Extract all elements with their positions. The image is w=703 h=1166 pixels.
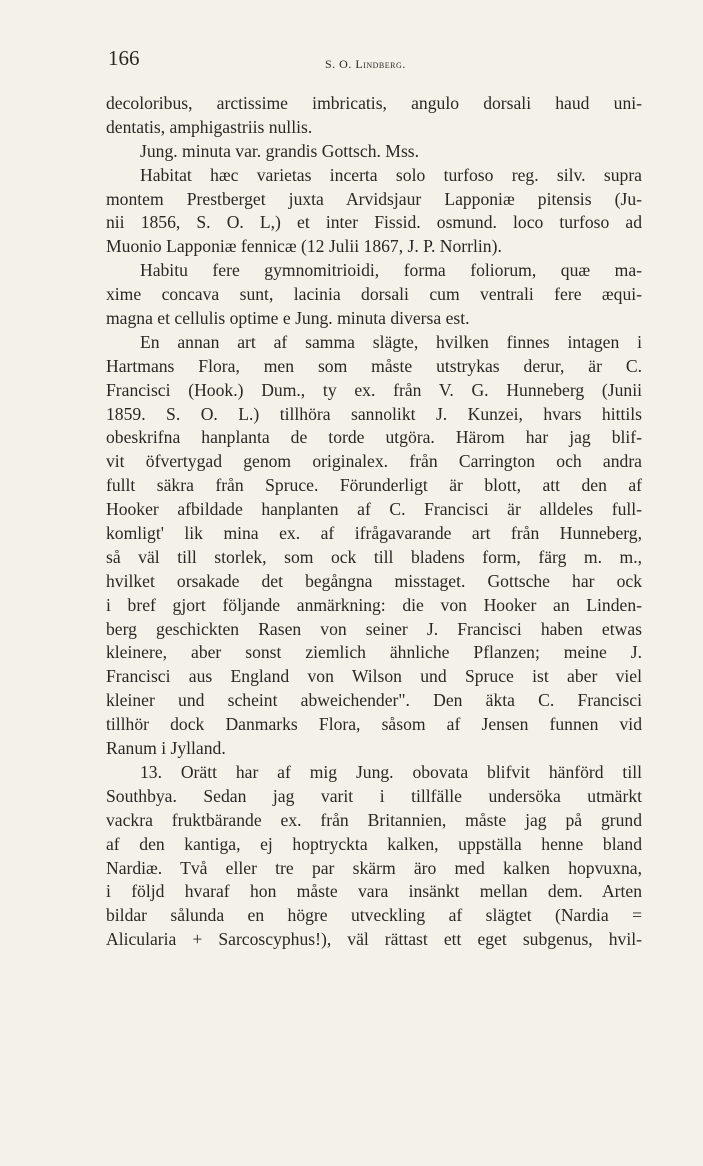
text-line: fullt säkra från Spruce. Förunderligt är blott, att den af [106,475,642,496]
text-line: af den kantiga, ej hoptryckta kalken, uppställa henne bland [106,833,642,854]
text-line: Southbya. Sedan jag varit i tillfälle undersöka utmärkt [106,785,642,806]
text-line: xime concava sunt, lacinia dorsali cum ventrali fere æqui- [106,284,642,305]
body-text [106,92,642,952]
text-line: Nardiæ. Två eller tre par skärm äro med kalken hopvuxna, [106,857,642,878]
text-line: kleiner und scheint abweichender". Den äkta C. Francisci [106,690,642,711]
text-line: hvilket orsakade det begångna misstaget. Gottsche har ock [106,570,642,591]
text-line: vit öfvertygad genom originalex. från Carrington och andra [106,451,642,472]
text-line: berg geschickten Rasen von seiner J. Francisci haben etwas [106,618,642,639]
text-line: Alicularia + Sarcoscyphus!), väl rättast ett eget subgenus, hvil- [106,929,642,950]
text-line: bildar sålunda en högre utveckling af slägtet (Nardia = [106,905,642,926]
text-line: vackra fruktbärande ex. från Britannien, måste jag på grund [106,809,642,830]
text-line: Jung. minuta var. grandis Gottsch. Mss. [140,140,420,161]
text-line: Hooker afbildade hanplanten af C. Francisci är alldeles full- [106,499,642,520]
running-head: S. O. Lindberg. [325,57,406,71]
page-number: 166 [108,46,140,70]
text-line: Francisci (Hook.) Dum., ty ex. från V. G. Hunneberg (Junii [106,379,642,400]
text-line: Ranum i Jylland. [106,738,226,759]
text-line: i bref gjort följande anmärkning: die von Hooker an Linden- [106,594,642,615]
text-line: så väl till storlek, som ock till bladens form, färg m. m., [106,546,642,567]
text-line: Muonio Lapponiæ fennicæ (12 Julii 1867, J. P. Norrlin). [106,236,502,257]
text-line: Francisci aus England von Wilson und Spruce ist aber viel [106,666,642,687]
text-line: montem Prestberget juxta Arvidsjaur Lapponiæ pitensis (Ju- [106,188,642,209]
text-line: Habitu fere gymnomitrioidi, forma foliorum, quæ ma- [140,260,642,281]
text-line: dentatis, amphigastriis nullis. [106,116,313,137]
text-line: decoloribus, arctissime imbricatis, angulo dorsali haud uni- [106,93,642,113]
text-line: obeskrifna hanplanta de torde utgöra. Härom har jag blif- [106,427,642,448]
text-line: Hartmans Flora, men som måste utstrykas derur, är C. [106,355,642,376]
text-line: i följd hvaraf hon måste vara insänkt mellan dem. Arten [106,881,642,902]
text-line: komligt' lik mina ex. af ifrågavarande art från Hunneberg, [106,523,642,544]
text-line: magna et cellulis optime e Jung. minuta diversa est. [106,308,470,329]
page-header [108,46,648,76]
text-line: 1859. S. O. L.) tillhöra sannolikt J. Kunzei, hvars hittils [106,403,642,424]
text-line: nii 1856, S. O. L,) et inter Fissid. osmund. loco turfoso ad [106,212,642,233]
text-line: En annan art af samma slägte, hvilken finnes intagen i [140,331,642,352]
text-line: Habitat hæc varietas incerta solo turfoso reg. silv. supra [140,164,642,185]
text-line: tillhör dock Danmarks Flora, såsom af Jensen funnen vid [106,714,642,735]
text-line: kleinere, aber sonst ziemlich ähnliche Pflanzen; meine J. [106,642,642,663]
text-line: 13. Orätt har af mig Jung. obovata blifvit hänförd till [140,761,642,782]
